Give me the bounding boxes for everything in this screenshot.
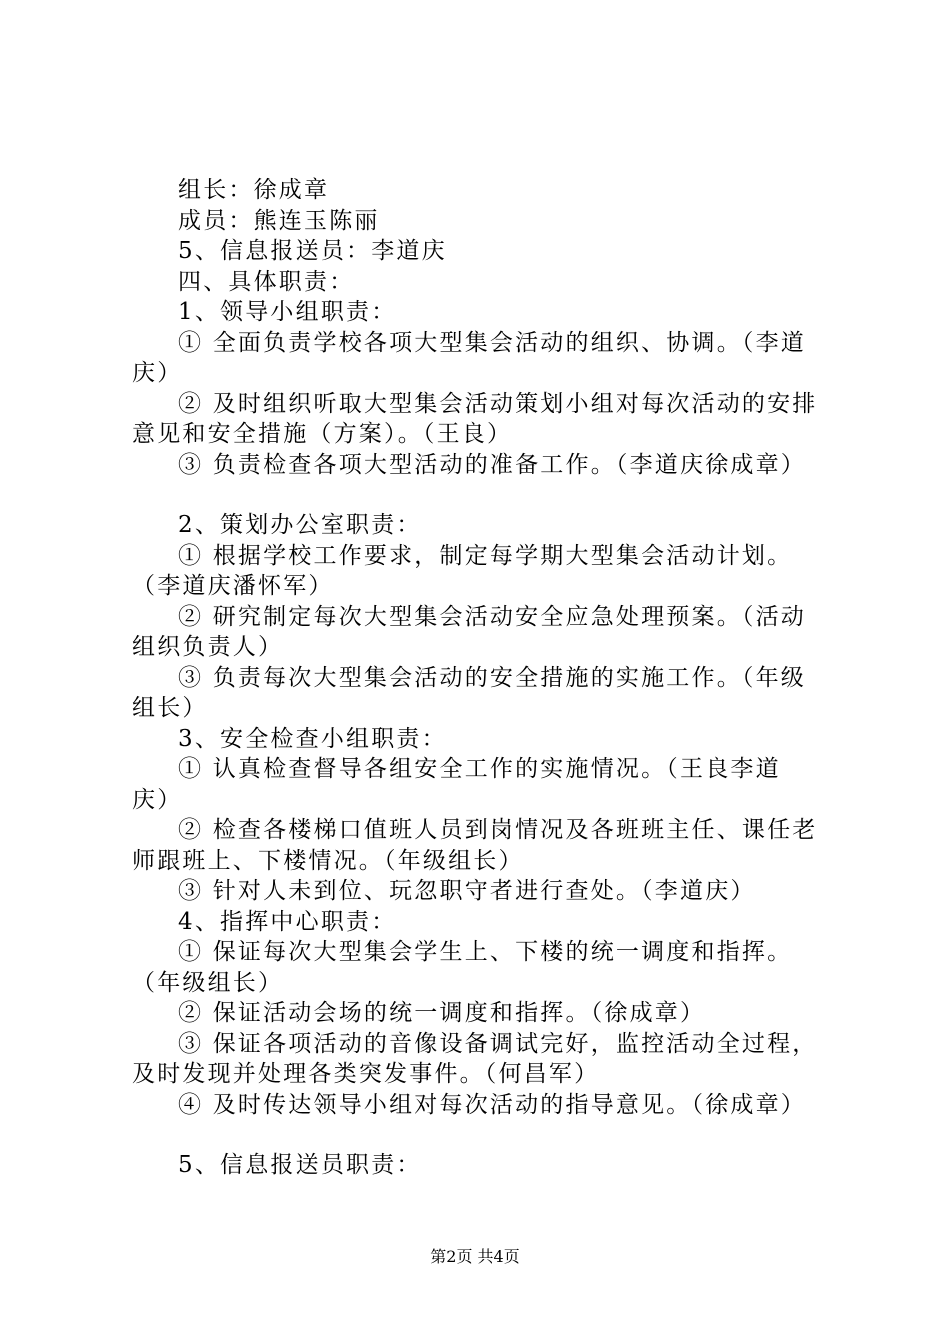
text-line: 师跟班上、下楼情况。（年级组长） xyxy=(132,847,524,874)
text-line: ③ 针对人未到位、玩忽职守者进行查处。（李道庆） xyxy=(178,878,756,904)
page-footer: 第2页 共4页 xyxy=(430,1247,520,1266)
text-line: 组织负责人） xyxy=(132,634,284,660)
text-line: ① 全面负责学校各项大型集会活动的组织、协调。（李道 xyxy=(178,329,807,356)
text-line: 庆） xyxy=(132,786,183,813)
text-line: （年级组长） xyxy=(132,969,284,996)
text-line: 组长：徐成章 xyxy=(178,177,330,203)
text-line: ③ 负责每次大型集会活动的安全措施的实施工作。（年级 xyxy=(178,664,807,691)
text-line: 1、领导小组职责： xyxy=(178,299,397,325)
text-line: ③ 负责检查各项大型活动的准备工作。（李道庆徐成章） xyxy=(178,451,807,478)
paragraph-gap xyxy=(132,480,832,510)
text-line: ④ 及时传达领导小组对每次活动的指导意见。（徐成章） xyxy=(178,1091,807,1118)
text-line: ② 保证活动会场的统一调度和指挥。（徐成章） xyxy=(178,1000,706,1026)
text-line: ① 认真检查督导各组安全工作的实施情况。（王良李道 xyxy=(178,756,781,782)
document-body xyxy=(132,175,832,1181)
text-line: 成员：熊连玉陈丽 xyxy=(178,207,380,234)
text-line: 5、信息报送员职责： xyxy=(178,1152,422,1178)
text-line: 及时发现并处理各类突发事件。（何昌军） xyxy=(132,1061,600,1087)
text-line: ③ 保证各项活动的音像设备调试完好，监控活动全过程， xyxy=(178,1030,818,1057)
text-line: 2、策划办公室职责： xyxy=(178,512,422,538)
text-line: 意见和安全措施（方案）。（王良） xyxy=(132,421,513,447)
paragraph-gap xyxy=(132,1120,832,1150)
text-line: 5、信息报送员：李道庆 xyxy=(178,238,447,264)
text-line: ② 研究制定每次大型集会活动安全应急处理预案。（活动 xyxy=(178,603,807,630)
text-line: （李道庆潘怀军） xyxy=(132,573,334,599)
text-line: ② 及时组织听取大型集会活动策划小组对每次活动的安排 xyxy=(178,390,818,417)
text-line: ① 根据学校工作要求，制定每学期大型集会活动计划。 xyxy=(178,542,793,569)
text-line: 3、安全检查小组职责： xyxy=(178,725,447,752)
text-line: ② 检查各楼梯口值班人员到岗情况及各班班主任、课任老 xyxy=(178,817,818,843)
text-line: 庆） xyxy=(132,360,183,386)
text-line: 4、指挥中心职责： xyxy=(178,908,397,935)
text-line: ① 保证每次大型集会学生上、下楼的统一调度和指挥。 xyxy=(178,939,793,965)
text-line: 组长） xyxy=(132,695,208,721)
text-line: 四、具体职责： xyxy=(178,268,355,295)
